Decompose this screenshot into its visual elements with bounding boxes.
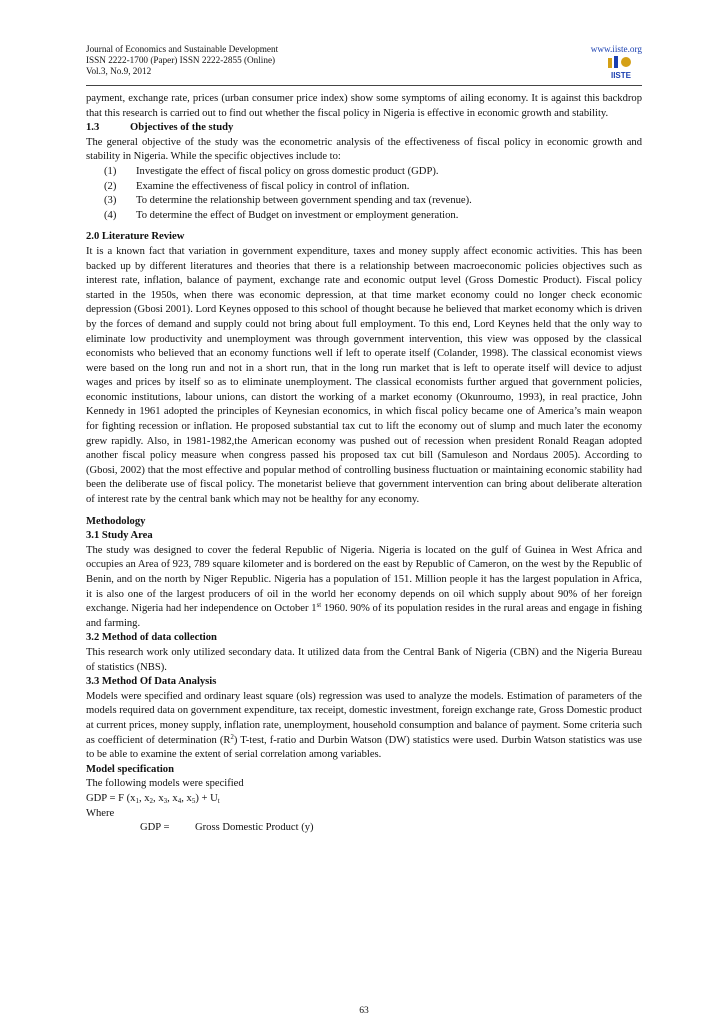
- objectives-number: 1.3: [86, 122, 100, 134]
- svg-text:IISTE: IISTE: [610, 71, 632, 80]
- study-area-heading: 3.1 Study Area: [86, 530, 153, 542]
- document-page: [86, 0, 642, 1016]
- model-equation: GDP = F ($x_1$, $x_2$, $x_3$, $x_4$, $x_5) + U_t$: [86, 792, 220, 805]
- journal-name: Journal of Economics and Sustainable Development: [86, 44, 279, 54]
- list-item: (2) Examine the effectiveness of fiscal policy in control of inflation.: [104, 180, 410, 192]
- list-item: (1) Investigate the effect of fiscal policy on gross domestic product (GDP).: [104, 165, 439, 177]
- objectives-heading: [86, 121, 642, 136]
- journal-citation: [86, 44, 278, 78]
- objectives-list: [86, 165, 642, 223]
- page-number: 63: [359, 1005, 369, 1016]
- analysis-heading: 3.3 Method Of Data Analysis: [86, 676, 217, 688]
- model-spec-text: The following models were specified: [86, 778, 244, 790]
- list-item: (4) To determine the effect of Budget on investment or employment generation.: [104, 209, 459, 221]
- intro-paragraph: payment, exchange rate, prices (urban consumer price index) show some symptoms of ailing economy. It is against this backdrop that this research is carried out to find out whether the fiscal policy in Nigeria is effective in economic growth and stability.: [86, 93, 642, 119]
- journal-url-link[interactable]: www.iiste.org: [590, 44, 642, 54]
- data-collection-paragraph: This research work only utilized secondary data. It utilized data from the Central Bank of Nigeria (CBN) and the Nigeria Bureau of statistics (NBS).: [86, 646, 642, 673]
- iiste-logo: [606, 56, 636, 80]
- objectives-paragraph: The general objective of the study was the econometric analysis of the effectiveness of fiscal policy in economic growth and stability in Nigeria. While the specific objectives include to:: [86, 136, 642, 163]
- model-spec-heading: Model specification: [86, 763, 174, 775]
- data-collection-heading: 3.2 Method of data collection: [86, 632, 217, 644]
- variable-definition: GDP = Gross Domestic Product (y): [140, 822, 314, 834]
- study-area-paragraph: The study was designed to cover the federal Republic of Nigeria. Nigeria is located on the gulf of Guinea in West Africa and occupies an Area of 923, 789 square kilometer and is bordered on the east by Republic of Cameron, on the west by the Republic of Benin, and on the north by Niger Republic. Nigeria has a population of 151. Million people it has the largest population in Africa, it is also one of the largest producers of oil in the world her economy depends on oil which supply about 90% of her foreign exchange. Nigeria had her independence on October 1st 1960. 90% of its population resides in the rural areas and engage in fishing and farming.: [86, 544, 642, 629]
- journal-header: [86, 0, 642, 86]
- journal-volume: Vol.3, No.9, 2012: [86, 66, 152, 77]
- literature-paragraph: It is a known fact that variation in government expenditure, taxes and money supply affect economic activities. This has been backed up by different literatures and theories that there is a relationship between macroeconomic policies objectives such as interest rate, inflation, balance of payment, exchange rate and economic output level (Gross Domestic Product). Fiscal policy started in the 1950s, when there was economic depression, at that time market economy could no longer check economic depression (Gbosi 2001). Lord Keynes opposed to this school of thought because he believed that market economy which is driven by the forces of demand and supply could not bring about full employment. To this end, Lord Keynes held that the only way to eliminate low productivity and unemployment was through government intervention, this view was opposed by the classical economists who believed that an economy functions well if left to operate itself (Colander, 1998). The classical economist views were based on the long run and not in a short run, that in the long run market that is left to operate itself will device to adjust wages and prices by itself so as to eliminate unemployment. The classical economists further argued that government policies, economic institutions, labour unions, can distort the working of a market economy (Okunroumo, 1993), in real practice, John Kennedy in 1961 adopted the principles of Keynesian economics, in which fiscal policy became one of America’s main weapon for fighting recession or inflation. He proposed substantial tax cut to lift the economy out of slump and much later the economy grew rapidly. Also, in 1981-1982,the American economy was pushed out of recession when president Ronald Reagan adopted another fiscal policy measure when congress passed his proposed tax cut bill (Samuleson and Nordaus 2005). According to (Gbosi, 2002) that the most effective and popular method of controlling business fluctuation or maintaining economic stability had been the deliberate use of fiscal policy. The monetarist believe that government intervention can bring about deliberate alteration of interest rate by the central bank which may not be healthy for any economy.: [86, 245, 642, 506]
- literature-heading: 2.0 Literature Review: [86, 231, 185, 243]
- where-label: Where: [86, 807, 115, 819]
- methodology-heading: Methodology: [86, 515, 146, 527]
- header-rule: [86, 85, 642, 86]
- analysis-paragraph: Models were specified and ordinary least square (ols) regression was used to analyze the models. Estimation of parameters of the models required data on government expenditure, tax receipt, domestic investment, foreign exchange rate, Gross Domestic product at current prices, money supply, inflation rate, unemployment, household consumption and balance of payment. Some criteria such as coefficient of determination $(R^2)$ T-test, f-ratio and Durbin Watson (DW) statistics were used. Durbin Watson statistics was use to be able to examine the extent of serial correlation among variables.: [86, 690, 642, 761]
- list-item: (3) To determine the relationship between government spending and tax (revenue).: [104, 195, 472, 207]
- article-body: [86, 92, 642, 836]
- objectives-title: Objectives of the study: [130, 122, 234, 134]
- journal-issn: ISSN 2222-1700 (Paper) ISSN 2222-2855 (Online): [86, 55, 276, 66]
